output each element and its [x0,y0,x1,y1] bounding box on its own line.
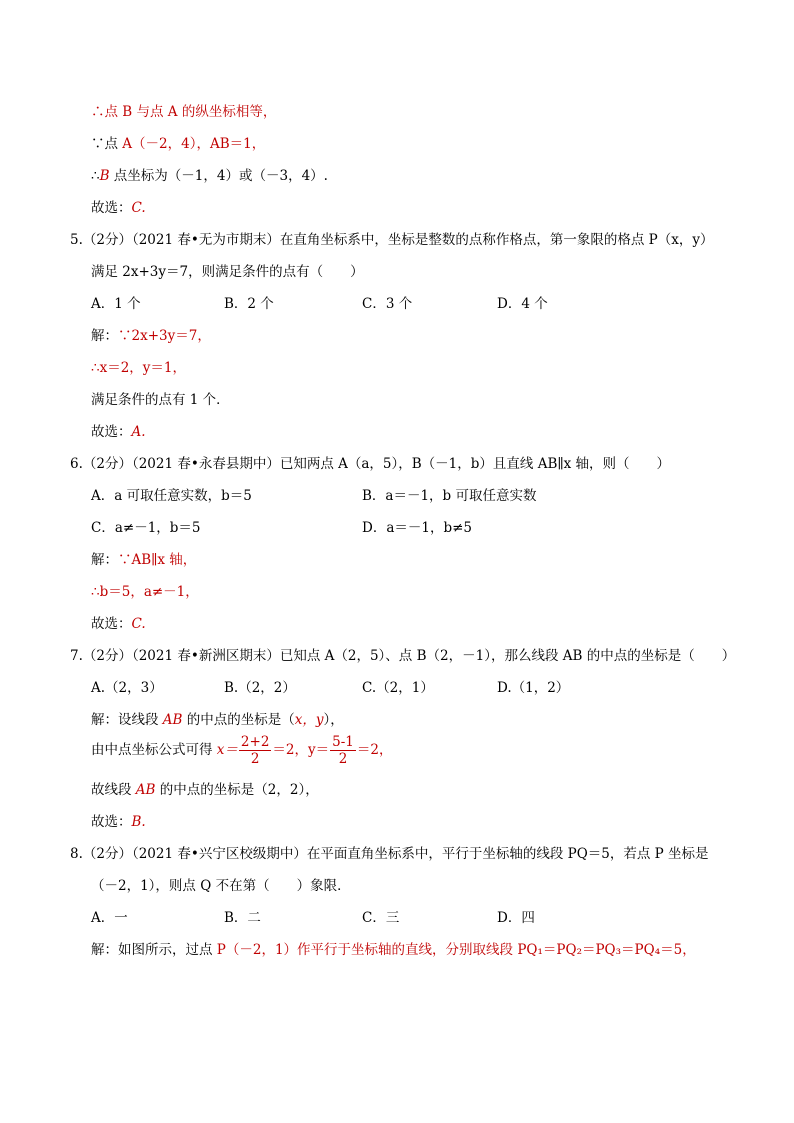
option-b: B．2 个 [224,296,274,312]
solution-text: ∵2x+3y＝7， [118,328,211,344]
answer-label: 故选： [91,814,132,830]
solution-line [91,134,265,154]
solution-text: 解：如图所示，过点 [91,942,217,958]
option-a: A.（2，3） [91,680,163,696]
solution-line [91,390,230,410]
solution-line [91,780,319,800]
fraction-numerator: 2+2 [240,734,270,750]
solution-text: 解： [91,328,118,344]
question-stem [91,262,364,282]
answer-label: 故选： [91,424,132,440]
option-b: B.（2，2） [224,680,296,696]
solution-text: 点坐标为（－1，4）或（－3，4）. [109,168,328,184]
solution-text: A（－2，4），AB＝1， [122,136,266,152]
formula-text: x＝ [216,742,238,758]
option-b: B．a＝－1，b 可取任意实数 [362,488,537,504]
formula-line [91,734,392,767]
option-c: C．a≠－1，b＝5 [91,520,201,536]
question-stem [70,454,670,474]
option-c: C．三 [362,910,400,926]
answer-line [91,812,146,832]
solution-text: ∵点 [91,136,123,152]
formula-text: ＝2，y＝ [272,742,330,758]
solution-line [91,582,199,602]
option-c: C．3 个 [362,296,413,312]
solution-text: ∴b＝5，a≠－1， [91,584,199,600]
option-a: A．a 可取任意实数，b＝5 [91,488,252,504]
solution-text: ∴ [91,168,100,184]
solution-text: P（－2，1）作平行于坐标轴的直线，分别取线段 PQ₁＝PQ₂＝PQ₃＝PQ₄＝5， [216,942,696,958]
solution-line [91,940,696,960]
solution-text: x，y [294,712,324,728]
answer-line [91,422,146,442]
answer-value: A. [131,424,146,440]
answer-value: C. [131,200,146,216]
question-stem [70,844,709,864]
question-text: 8.（2分）（2021 春•兴宁区校级期中）在平面直角坐标系中，平行于坐标轴的线段 PQ＝5，若点 P 坐标是 [70,846,709,862]
question-text: （－2，1），则点 Q 不在第（ ）象限． [91,878,351,894]
solution-line [91,550,196,570]
fraction [239,734,272,767]
solution-text: ∴点 B 与点 A 的纵坐标相等， [91,104,277,120]
answer-value: C. [131,616,146,632]
question-stem [70,230,713,250]
option-a: A．1 个 [91,296,141,312]
question-text: 5.（2分）（2021 春•无为市期末）在直角坐标系中，坐标是整数的点称作格点，第一象限的格点 P（x，y） [70,232,714,248]
question-stem [91,876,351,896]
solution-text: AB [162,712,183,728]
option-d: D.（1，2） [497,680,570,696]
formula-text: ＝2， [356,742,393,758]
option-d: D．4 个 [497,296,548,312]
option-b: B．二 [224,910,261,926]
solution-line [91,326,211,346]
question-stem [70,646,735,666]
solution-line [91,358,186,378]
fraction [330,734,356,767]
solution-text: ∴x＝2，y＝1， [91,360,187,376]
answer-line [91,198,146,218]
solution-line [91,166,328,186]
solution-line [91,710,344,730]
question-text: 7.（2分）（2021 春•新洲区期末）已知点 A（2，5）、点 B（2，－1），那么线段 AB 的中点的坐标是（ ） [70,648,736,664]
question-text: 6.（2分）（2021 春•永春县期中）已知两点 A（a，5），B（－1，b）且直线 AB∥x 轴，则（ ） [70,456,671,472]
solution-text: ∵AB∥x 轴， [118,552,197,568]
fraction-numerator: 5-1 [332,734,354,750]
solution-text: 解： [91,552,118,568]
fraction-denominator: 2 [338,751,348,767]
answer-value: B. [131,814,146,830]
solution-text: 满足条件的点有 1 个． [91,392,230,408]
answer-label: 故选： [91,616,132,632]
solution-text: AB [135,782,156,798]
question-text: 满足 2x+3y＝7，则满足条件的点有（ ） [91,264,364,280]
option-c: C.（2，1） [362,680,434,696]
formula [216,734,393,767]
fraction-denominator: 2 [250,751,260,767]
solution-text: B [99,168,110,184]
solution-text: 的中点的坐标是（2，2）， [155,782,319,798]
solution-text: 的中点的坐标是（ [182,712,295,728]
option-d: D．四 [497,910,535,926]
solution-line [91,102,276,122]
option-d: D．a＝－1，b≠5 [362,520,473,536]
answer-label: 故选： [91,200,132,216]
solution-text: 由中点坐标公式可得 [91,742,217,758]
answer-line [91,614,146,634]
solution-text: 解：设线段 [91,712,163,728]
option-a: A．一 [91,910,128,926]
solution-text: ）， [323,712,344,728]
solution-text: 故线段 [91,782,136,798]
